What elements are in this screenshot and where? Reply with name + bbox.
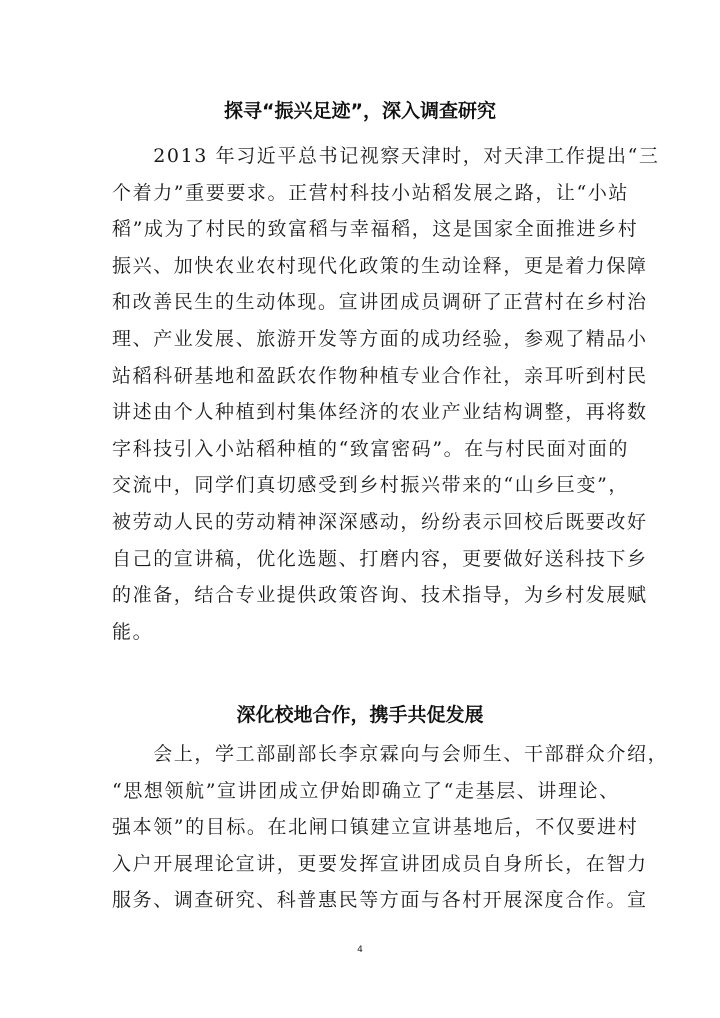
text-line: 个着力”重要要求。正营村科技小站稻发展之路，让“小站	[112, 181, 630, 204]
text-line: 理、产业发展、旅游开发等方面的成功经验，参观了精品小	[112, 327, 648, 350]
text-line: 交流中，同学们真切感受到乡村振兴带来的“山乡巨变”，	[112, 474, 630, 497]
text-line: 被劳动人民的劳动精神深深感动，纷纷表示回校后既要改好	[112, 510, 648, 533]
section-heading-cooperation: 深化校地合作，携手共促发展	[236, 704, 484, 726]
text-line: 入户开展理论宣讲，更要发挥宣讲团成员自身所长，在智力	[112, 852, 648, 875]
text-line: 强本领”的目标。在北闸口镇建立宣讲基地后，不仅要进村	[112, 816, 639, 839]
text-line: 和改善民生的生动体现。宣讲团成员调研了正营村在乡村治	[112, 291, 648, 314]
paragraph-investigation	[112, 138, 660, 650]
text-line: 自己的宣讲稿，优化选题、打磨内容，更要做好送科技下乡	[112, 547, 648, 570]
text-line: 字科技引入小站稻种植的“致富密码”。在与村民面对面的	[112, 437, 630, 460]
text-line: 讲述由个人种植到村集体经济的农业产业结构调整，再将数	[112, 401, 648, 424]
text-line: 2013 年习近平总书记视察天津时，对天津工作提出“三	[112, 145, 660, 167]
text-line: 站稻科研基地和盈跃农作物种植专业合作社，亲耳听到村民	[112, 364, 648, 387]
text-line: 能。	[112, 620, 154, 643]
text-line: 会上，学工部副部长李京霖向与会师生、干部群众介绍，	[112, 743, 669, 765]
section-heading-investigation: 探寻“振兴足迹”，深入调查研究	[224, 100, 496, 122]
text-line: “思想领航”宣讲团成立伊始即确立了“走基层、讲理论、	[112, 779, 620, 802]
paragraph-cooperation	[112, 736, 669, 919]
text-line: 的准备，结合专业提供政策咨询、技术指导，为乡村发展赋	[112, 584, 648, 607]
text-line: 稻”成为了村民的致富稻与幸福稻，这是国家全面推进乡村	[112, 218, 639, 241]
text-line: 振兴、加快农业农村现代化政策的生动诠释，更是着力保障	[112, 254, 648, 277]
page-number: 4	[357, 945, 363, 955]
text-line: 服务、调查研究、科普惠民等方面与各村开展深度合作。宣	[112, 889, 648, 912]
